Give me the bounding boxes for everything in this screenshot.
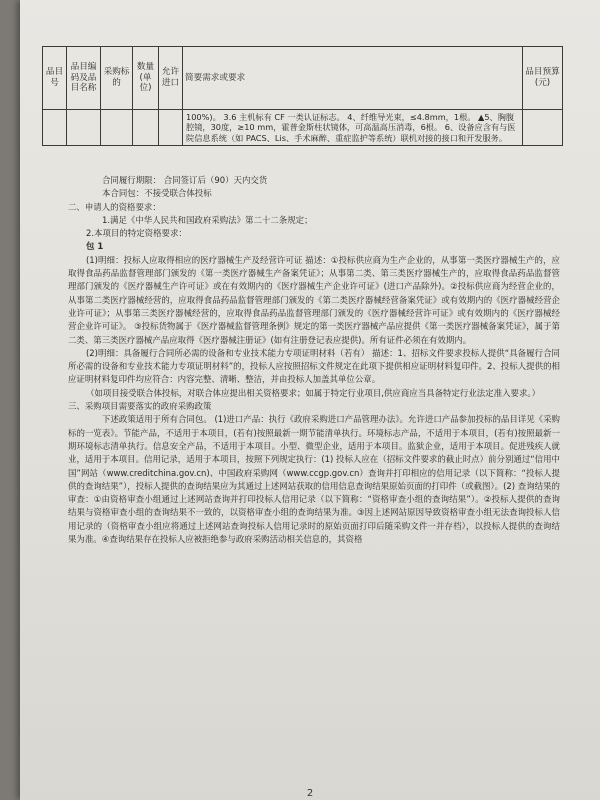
section-heading-policies: 三、采购项目需要落实的政府采购政策: [68, 401, 212, 412]
header-import-allowed: 允许进口: [159, 47, 183, 110]
page-number: 2: [306, 788, 314, 799]
header-item-number: 品目号: [43, 47, 67, 110]
cell-empty: [67, 110, 101, 146]
equipment-requirement-paragraph: (2)明细：具备履行合同所必需的设备和专业技术能力专项证明材料（若有） 描述：1、招标文件要求投标人提供“具备履行合同所必需的设备和专业技术能力专项证明材料”的，投标人应按照招标文件规定在此项下提供相应证明材料复印件。2、投标人提供的相应证明材料复印件均应符合：内容完整、清晰、整洁，并由投标人加盖其单位公章。: [68, 347, 560, 385]
document-page: [20, 0, 600, 800]
qualification-item-2: 2.本项目的特定资格要求：: [86, 228, 187, 239]
joint-bid-note: 本合同包：不接受联合体投标: [102, 188, 212, 199]
header-procurement-target: 采购标的: [101, 47, 133, 110]
header-brief-requirements: 简要需求或要求: [183, 47, 523, 110]
table-row: [43, 110, 563, 146]
document-body: [68, 174, 560, 546]
header-item-code-name: 品目编码及品目名称: [67, 47, 101, 110]
procurement-table: [42, 46, 563, 146]
cell-empty: [523, 110, 563, 146]
header-item-budget: 品目预算(元): [523, 47, 563, 110]
license-requirement-paragraph: (1)明细：投标人应取得相应的医疗器械生产及经营许可证 描述：①投标供应商为生产企业的，从事第一类医疗器械生产的，应取得食品药品监督管理部门颁发的《第一类医疗器械生产备案凭证》；从事第二类、第三类医疗器械生产的，应取得食品药品监督管理部门颁发的《医疗器械生产许可证》或在有效期内的《医疗器械生产企业许可证》(进口产品除外)。②投标供应商为经营企业的，从事第二类医疗器械经营的，应取得食品药品监督管理部门颁发的《第二类医疗器械经营备案凭证》或有效期内的《医疗器械经营企业许可证》；从事第三类医疗器械经营的，应取得食品药品监督管理部门颁发的《医疗器械经营许可证》或有效期内的《医疗器械经营企业许可证》。 ③投标货物属于《医疗器械监督管理条例》规定的第一类医疗器械产品应提供《第一类医疗器械备案凭证》，属于第二类、第三类医疗器械产品应取得《医疗器械注册证》(如有注册登记表应提供)。所有证件必须在有效期内。: [68, 254, 560, 345]
cell-requirements-text: 100%)。 3.6 主机标有 CF 一类认证标志。 4、纤维导光束，≤4.8mm，1根。 ▲5、胸腹腔镜，30度，≥10 mm，霍普金斯柱状镜体，可高温高压消毒，6根。 6、设备应含有与医院信息系统（如 PACS、Lis、手术麻醉、重症监护等系统）联机对接的接口和开发服务。: [183, 110, 523, 146]
table-header-row: [43, 47, 563, 110]
contract-period: 合同履行期限： 合同签订后（90）天内交货: [102, 175, 268, 185]
cell-empty: [159, 110, 183, 146]
cell-empty: [101, 110, 133, 146]
section-heading-qualifications: 二、申请人的资格要求：: [68, 201, 161, 212]
joint-bid-remark: （如项目接受联合体投标，对联合体应提出相关资格要求；如属于特定行业项目,供应商应当具备特定行业法定准入要求。）: [86, 387, 541, 398]
cell-empty: [43, 110, 67, 146]
qualification-item-1: 1.满足《中华人民共和国政府采购法》第二十二条规定；: [102, 214, 313, 225]
policy-paragraph: 下述政策适用于所有合同包。 (1)进口产品：执行《政府采购进口产品管理办法》。允许进口产品参加投标的品目详见《采购标的一览表》。节能产品，不适用于本项目，(若有)按照最新一期节能清单执行。环境标志产品，不适用于本项目，(若有)按照最新一期环境标志清单执行。信息安全产品，不适用于本项目。小型、微型企业，适用于本项目。监狱企业，适用于本项目。促进残疾人就业，适用于本项目。信用记录，适用于本项目，按照下列规定执行：(1) 投标人应在（招标文件要求的截止时点）前分别通过“信用中国”网站（www.creditchina.gov.cn)、中国政府采购网（www.ccgp.gov.cn）查询并打印相应的信用记录（以下简称：“投标人提供的查询结果”），投标人提供的查询结果应为其通过上述网站获取的信用信息查询结果原始页面的打印件（或截图）。(2) 查询结果的审查：①由资格审查小组通过上述网站查询并打印投标人信用记录（以下简称：“资格审查小组的查询结果”）。②投标人提供的查询结果与资格审查小组的查询结果不一致的，以资格审查小组的查询结果为准。③因上述网站原因导致资格审查小组无法查询投标人信用记录的（资格审查小组应将通过上述网站查询投标人信用记录时的原始页面打印后随采购文件一并存档），以投标人提供的查询结果为准。④查询结果存在投标人应被拒绝参与政府采购活动相关信息的，其资格: [68, 414, 560, 545]
package-label: 包 1: [86, 241, 104, 252]
header-quantity-unit: 数量(单位): [133, 47, 159, 110]
cell-empty: [133, 110, 159, 146]
